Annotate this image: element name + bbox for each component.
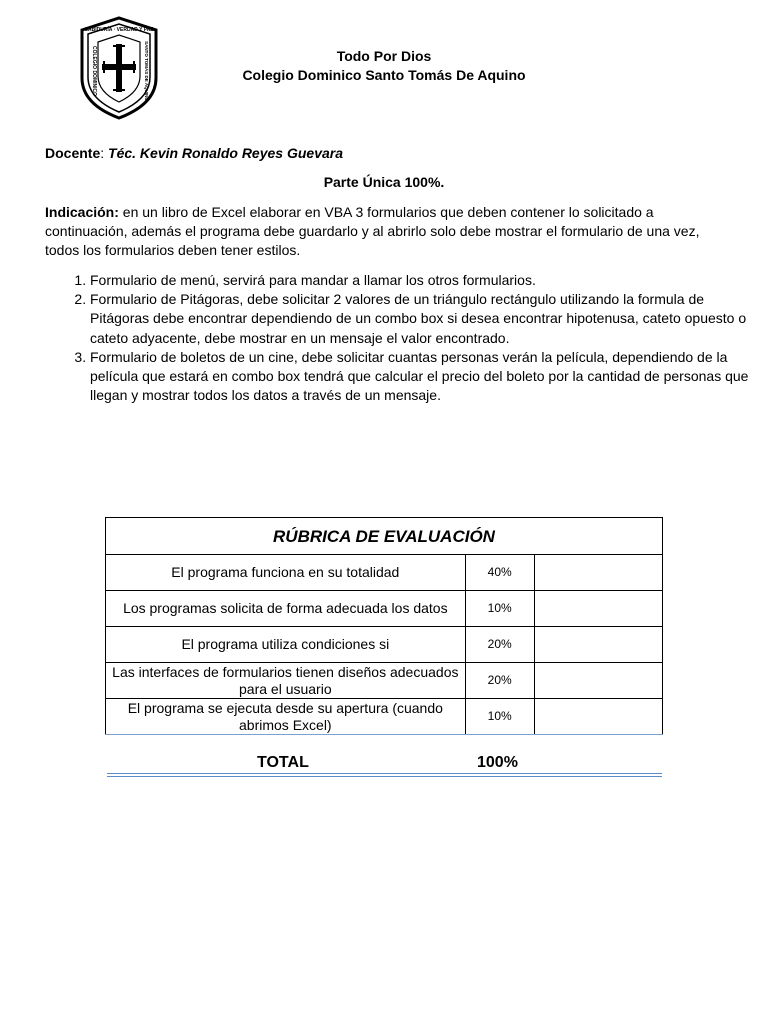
crest-left-text: COLEGIO DOMINICO [91,46,97,96]
teacher-label: Docente [45,145,101,161]
section-title: Parte Única 100%. [323,174,445,190]
rubric-table [105,517,663,735]
document-header [200,47,568,85]
teacher-line [45,144,343,163]
list-item: 3. Formulario de boletos de un cine, debe solicitar cuantas personas verán la película, dependiendo de la película que estará en combo box tendrá que calcular el precio del boleto por la cantidad de personas que llegan y mostrar todos los datos a través de un mensaje. [90,348,750,406]
rubric-score-cell [534,663,662,699]
header-school-name: Colegio Dominico Santo Tomás De Aquino [242,67,526,83]
rubric-percent: 20% [465,627,534,663]
school-crest-logo [74,16,164,120]
rubric-criterion: El programa utiliza condiciones si [106,627,466,663]
table-row [106,555,663,591]
table-row [106,699,663,735]
rubric-criterion: Las interfaces de formularios tienen diseños adecuados para el usuario [106,663,466,699]
crest-motto-text: SABIDURÍA · VERDAD Y PAZ [84,27,154,33]
requirements-list [45,271,750,405]
rubric-criterion: El programa funciona en su totalidad [106,555,466,591]
rubric-percent: 40% [465,555,534,591]
rubric-score-cell [534,699,662,735]
list-item: 1. Formulario de menú, servirá para mandar a llamar los otros formularios. [90,271,750,290]
rubric-percent: 10% [465,699,534,735]
rubric-score-cell [534,627,662,663]
rubric-total-row [107,752,662,772]
crest-right-text: SANTO TOMÁS DE AQUINO [144,41,149,101]
rubric-criterion: El programa se ejecuta desde su apertura (cuando abrimos Excel) [106,699,466,735]
instructions-text: en un libro de Excel elaborar en VBA 3 formularios que deben contener lo solicitado a continuación, además el programa debe guardarlo y al abrirlo solo debe mostrar el formulario de una vez, todos los formularios deben tener estilos. [45,204,700,259]
total-value: 100% [477,754,518,771]
teacher-separator: : [100,145,109,161]
table-row [106,591,663,627]
rubric-score-cell [534,555,662,591]
rubric-title: RÚBRICA DE EVALUACIÓN [106,518,663,555]
list-item: 2. Formulario de Pitágoras, debe solicitar 2 valores de un triángulo rectángulo utilizando la formula de Pitágoras debe encontrar dependiendo de un combo box si desea encontrar hipotenusa, cateto opuesto o cateto adyacente, debe mostrar en un mensaje el valor encontrado. [90,290,750,348]
instructions-label: Indicación: [45,204,119,220]
rubric-criterion: Los programas solicita de forma adecuada los datos [106,591,466,627]
table-row [106,627,663,663]
table-row [106,663,663,699]
total-label: TOTAL [257,754,309,771]
rubric-percent: 20% [465,663,534,699]
rubric-title-row [106,518,663,555]
header-motto: Todo Por Dios [336,48,432,64]
total-double-underline [107,773,662,777]
rubric-percent: 10% [465,591,534,627]
crest-shield-icon [74,16,164,120]
teacher-name: Téc. Kevin Ronaldo Reyes Guevara [108,145,343,161]
instructions-paragraph [45,203,725,261]
rubric-score-cell [534,591,662,627]
